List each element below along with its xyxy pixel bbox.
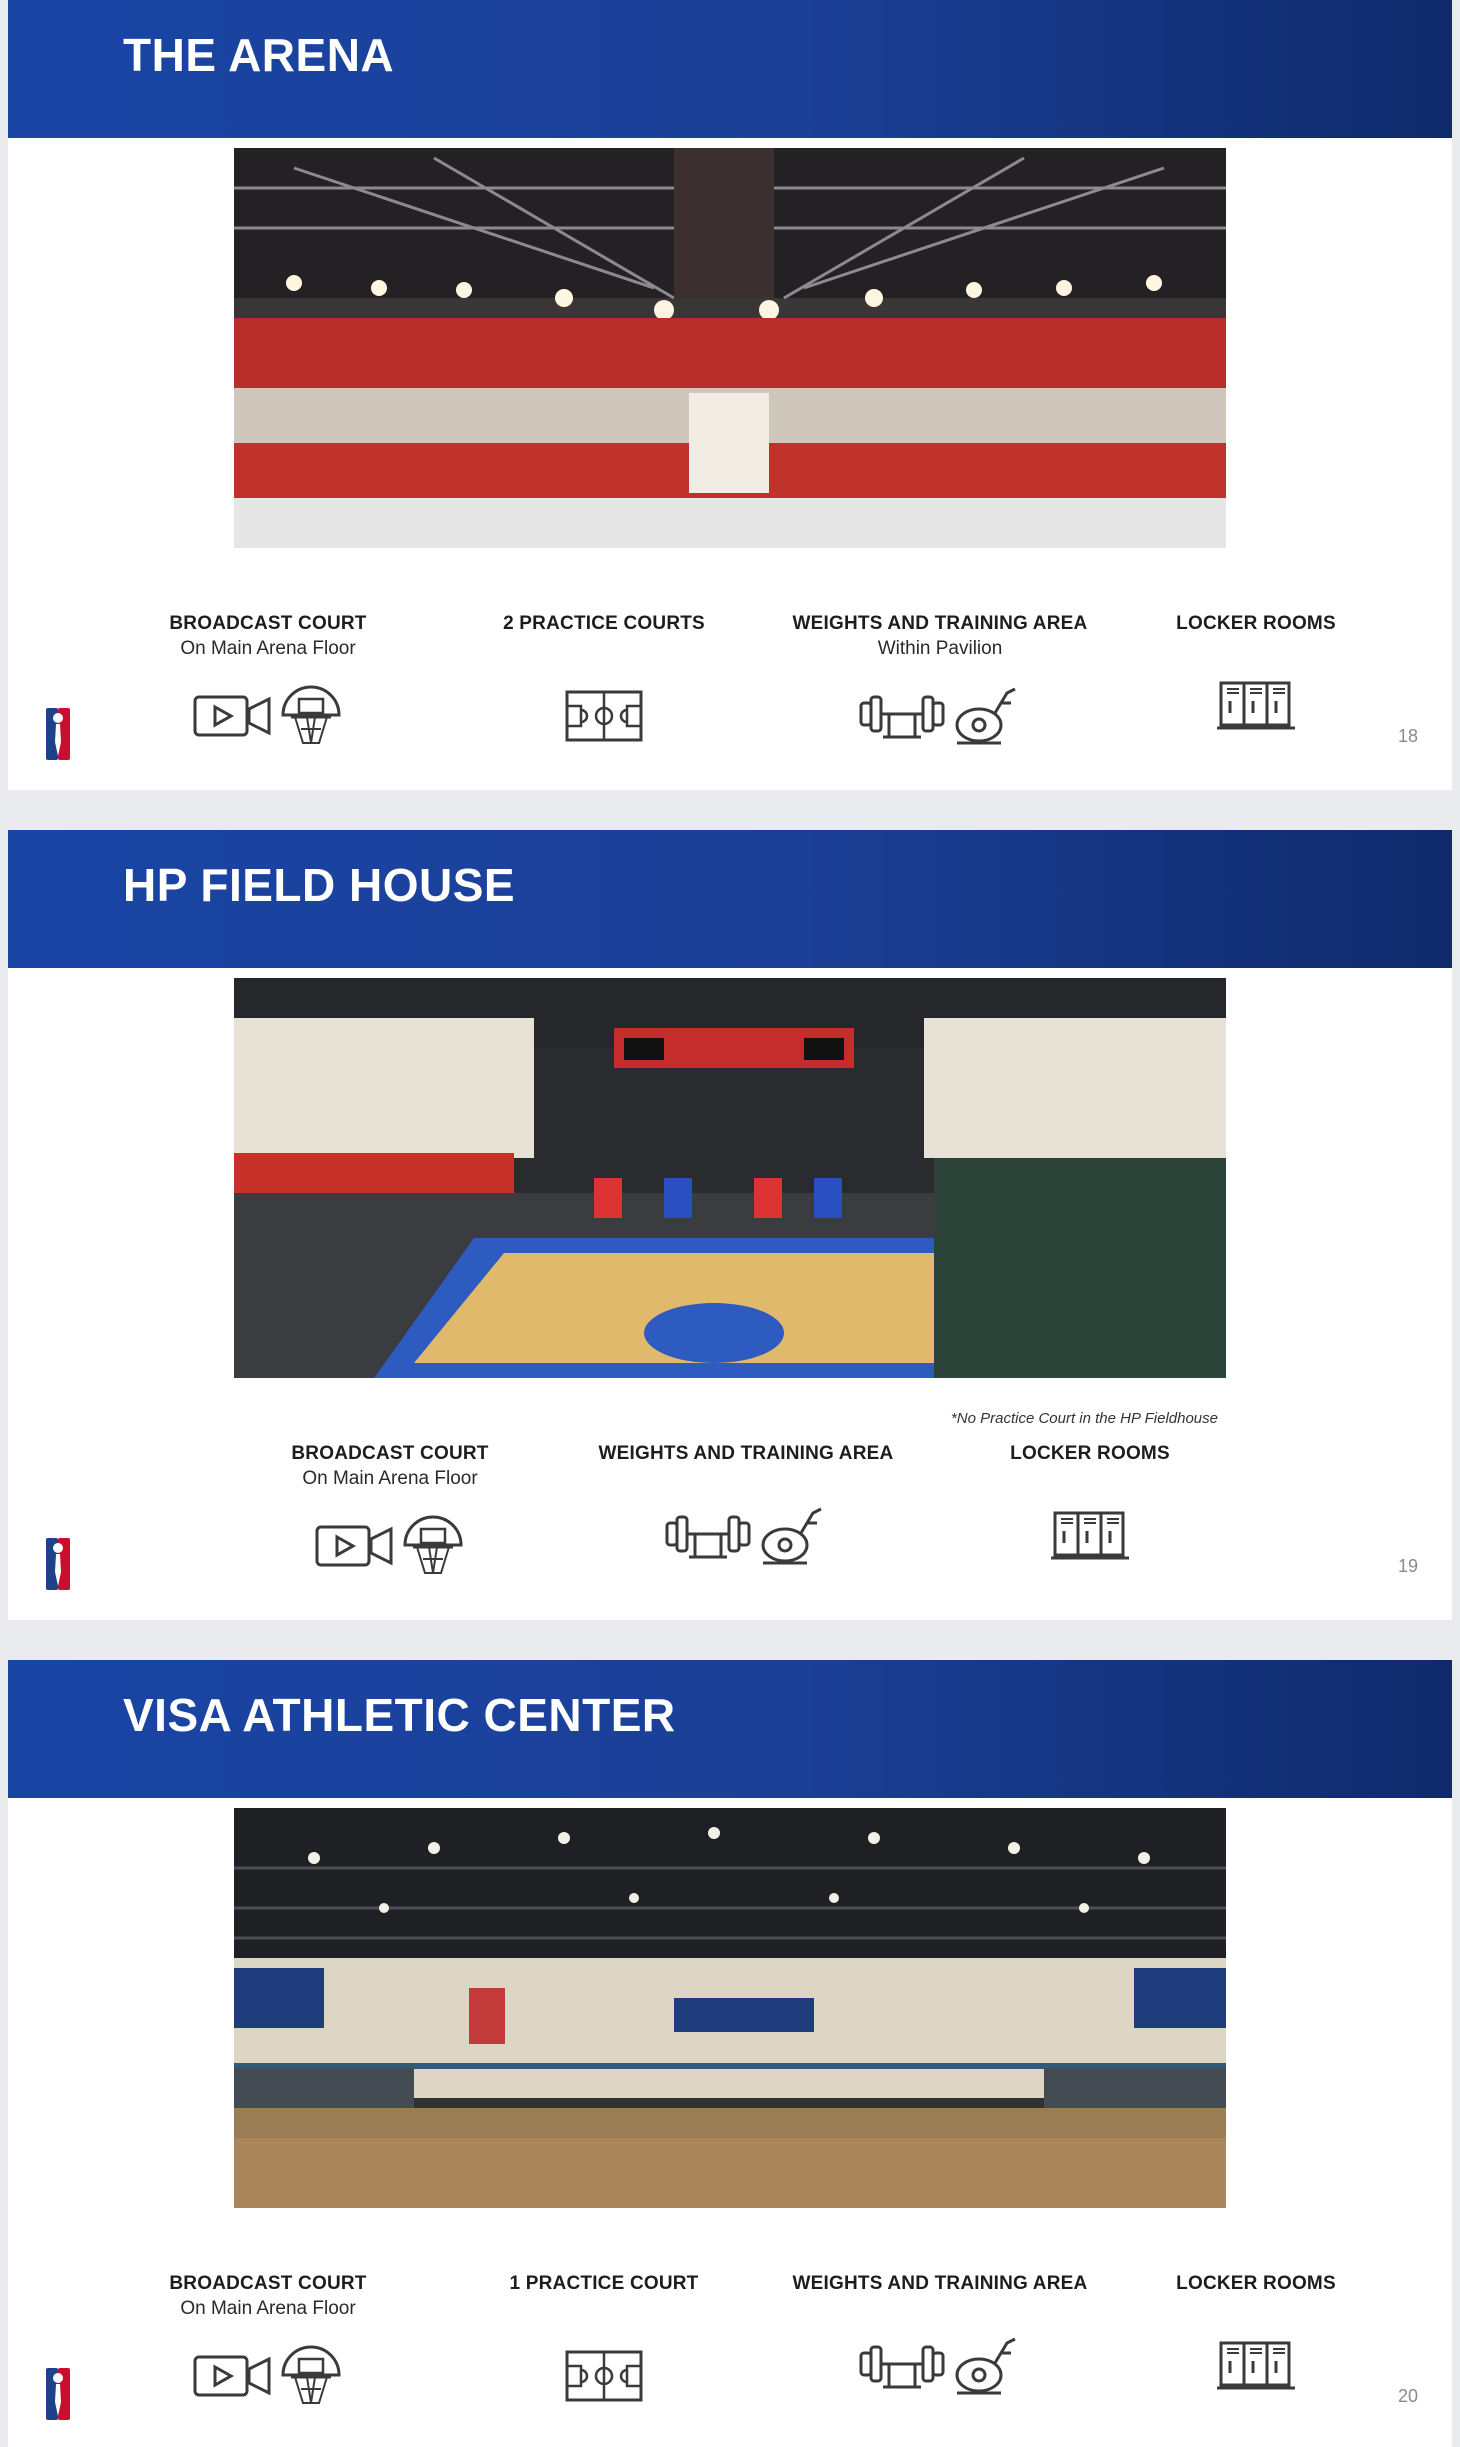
- feature-locker-rooms: [1096, 2273, 1416, 2295]
- feature-weights-training: [586, 1443, 906, 1465]
- feature-practice-court: [444, 2273, 764, 2295]
- feature-broadcast-court: [108, 613, 428, 660]
- lockers-icon: [1217, 681, 1295, 731]
- arena-photo: [234, 148, 1226, 548]
- basketball-hoop-icon: [279, 2345, 343, 2407]
- page-number: 19: [1397, 1556, 1418, 1576]
- feature-broadcast-court: [108, 2273, 428, 2320]
- feature-title: 1 PRACTICE COURT: [509, 2273, 699, 2294]
- barbell-icon: [859, 2341, 945, 2391]
- video-camera-icon: [193, 691, 273, 741]
- feature-title: WEIGHTS AND TRAINING AREA: [598, 1443, 894, 1464]
- page-number: 18: [1397, 726, 1418, 746]
- basketball-court-icon: [565, 690, 643, 742]
- slide-hp-field-house: [8, 830, 1452, 1620]
- barbell-icon: [665, 1511, 751, 1561]
- page-number: 20: [1397, 2386, 1418, 2406]
- feature-locker-rooms: [1096, 613, 1416, 635]
- lockers-icon: [1217, 2341, 1295, 2391]
- feature-title: LOCKER ROOMS: [1176, 2273, 1336, 2294]
- feature-title: WEIGHTS AND TRAINING AREA: [792, 2273, 1088, 2294]
- feature-title: LOCKER ROOMS: [1010, 1443, 1170, 1464]
- nba-logo: [46, 2368, 70, 2420]
- feature-title: 2 PRACTICE COURTS: [503, 613, 705, 634]
- video-camera-icon: [193, 2351, 273, 2401]
- lockers-icon: [1051, 1511, 1129, 1561]
- slide-header: [8, 0, 1452, 138]
- nba-logo: [46, 708, 70, 760]
- feature-practice-courts: [444, 613, 764, 635]
- feature-locker-rooms: [930, 1443, 1250, 1465]
- exercise-bike-icon: [951, 685, 1021, 747]
- nba-logo: [46, 1538, 70, 1590]
- feature-subtitle: On Main Arena Floor: [302, 1468, 478, 1489]
- exercise-bike-icon: [951, 2335, 1021, 2397]
- feature-title: LOCKER ROOMS: [1176, 613, 1336, 634]
- video-camera-icon: [315, 1521, 395, 1571]
- athletic-center-photo: [234, 1808, 1226, 2208]
- basketball-court-icon: [565, 2350, 643, 2402]
- feature-subtitle: On Main Arena Floor: [180, 2298, 356, 2319]
- exercise-bike-icon: [757, 1505, 827, 1567]
- practice-court-note: *No Practice Court in the HP Fieldhouse: [950, 1410, 1218, 1427]
- feature-title: BROADCAST COURT: [291, 1443, 489, 1464]
- feature-weights-training: [780, 613, 1100, 660]
- feature-subtitle: On Main Arena Floor: [180, 638, 356, 659]
- field-house-photo: [234, 978, 1226, 1378]
- barbell-icon: [859, 691, 945, 741]
- feature-broadcast-court: [230, 1443, 550, 1490]
- slide-title: HP FIELD HOUSE: [123, 859, 516, 911]
- basketball-hoop-icon: [401, 1515, 465, 1577]
- feature-subtitle: Within Pavilion: [877, 638, 1003, 659]
- slide-title: VISA ATHLETIC CENTER: [123, 1689, 676, 1741]
- feature-title: BROADCAST COURT: [169, 613, 367, 634]
- feature-weights-training: [780, 2273, 1100, 2295]
- slide-title: THE ARENA: [123, 29, 395, 81]
- slide-visa-athletic-center: [8, 1660, 1452, 2447]
- feature-title: WEIGHTS AND TRAINING AREA: [792, 613, 1088, 634]
- basketball-hoop-icon: [279, 685, 343, 747]
- feature-title: BROADCAST COURT: [169, 2273, 367, 2294]
- slide-header: [8, 1660, 1452, 1798]
- slide-the-arena: [8, 0, 1452, 790]
- slide-header: [8, 830, 1452, 968]
